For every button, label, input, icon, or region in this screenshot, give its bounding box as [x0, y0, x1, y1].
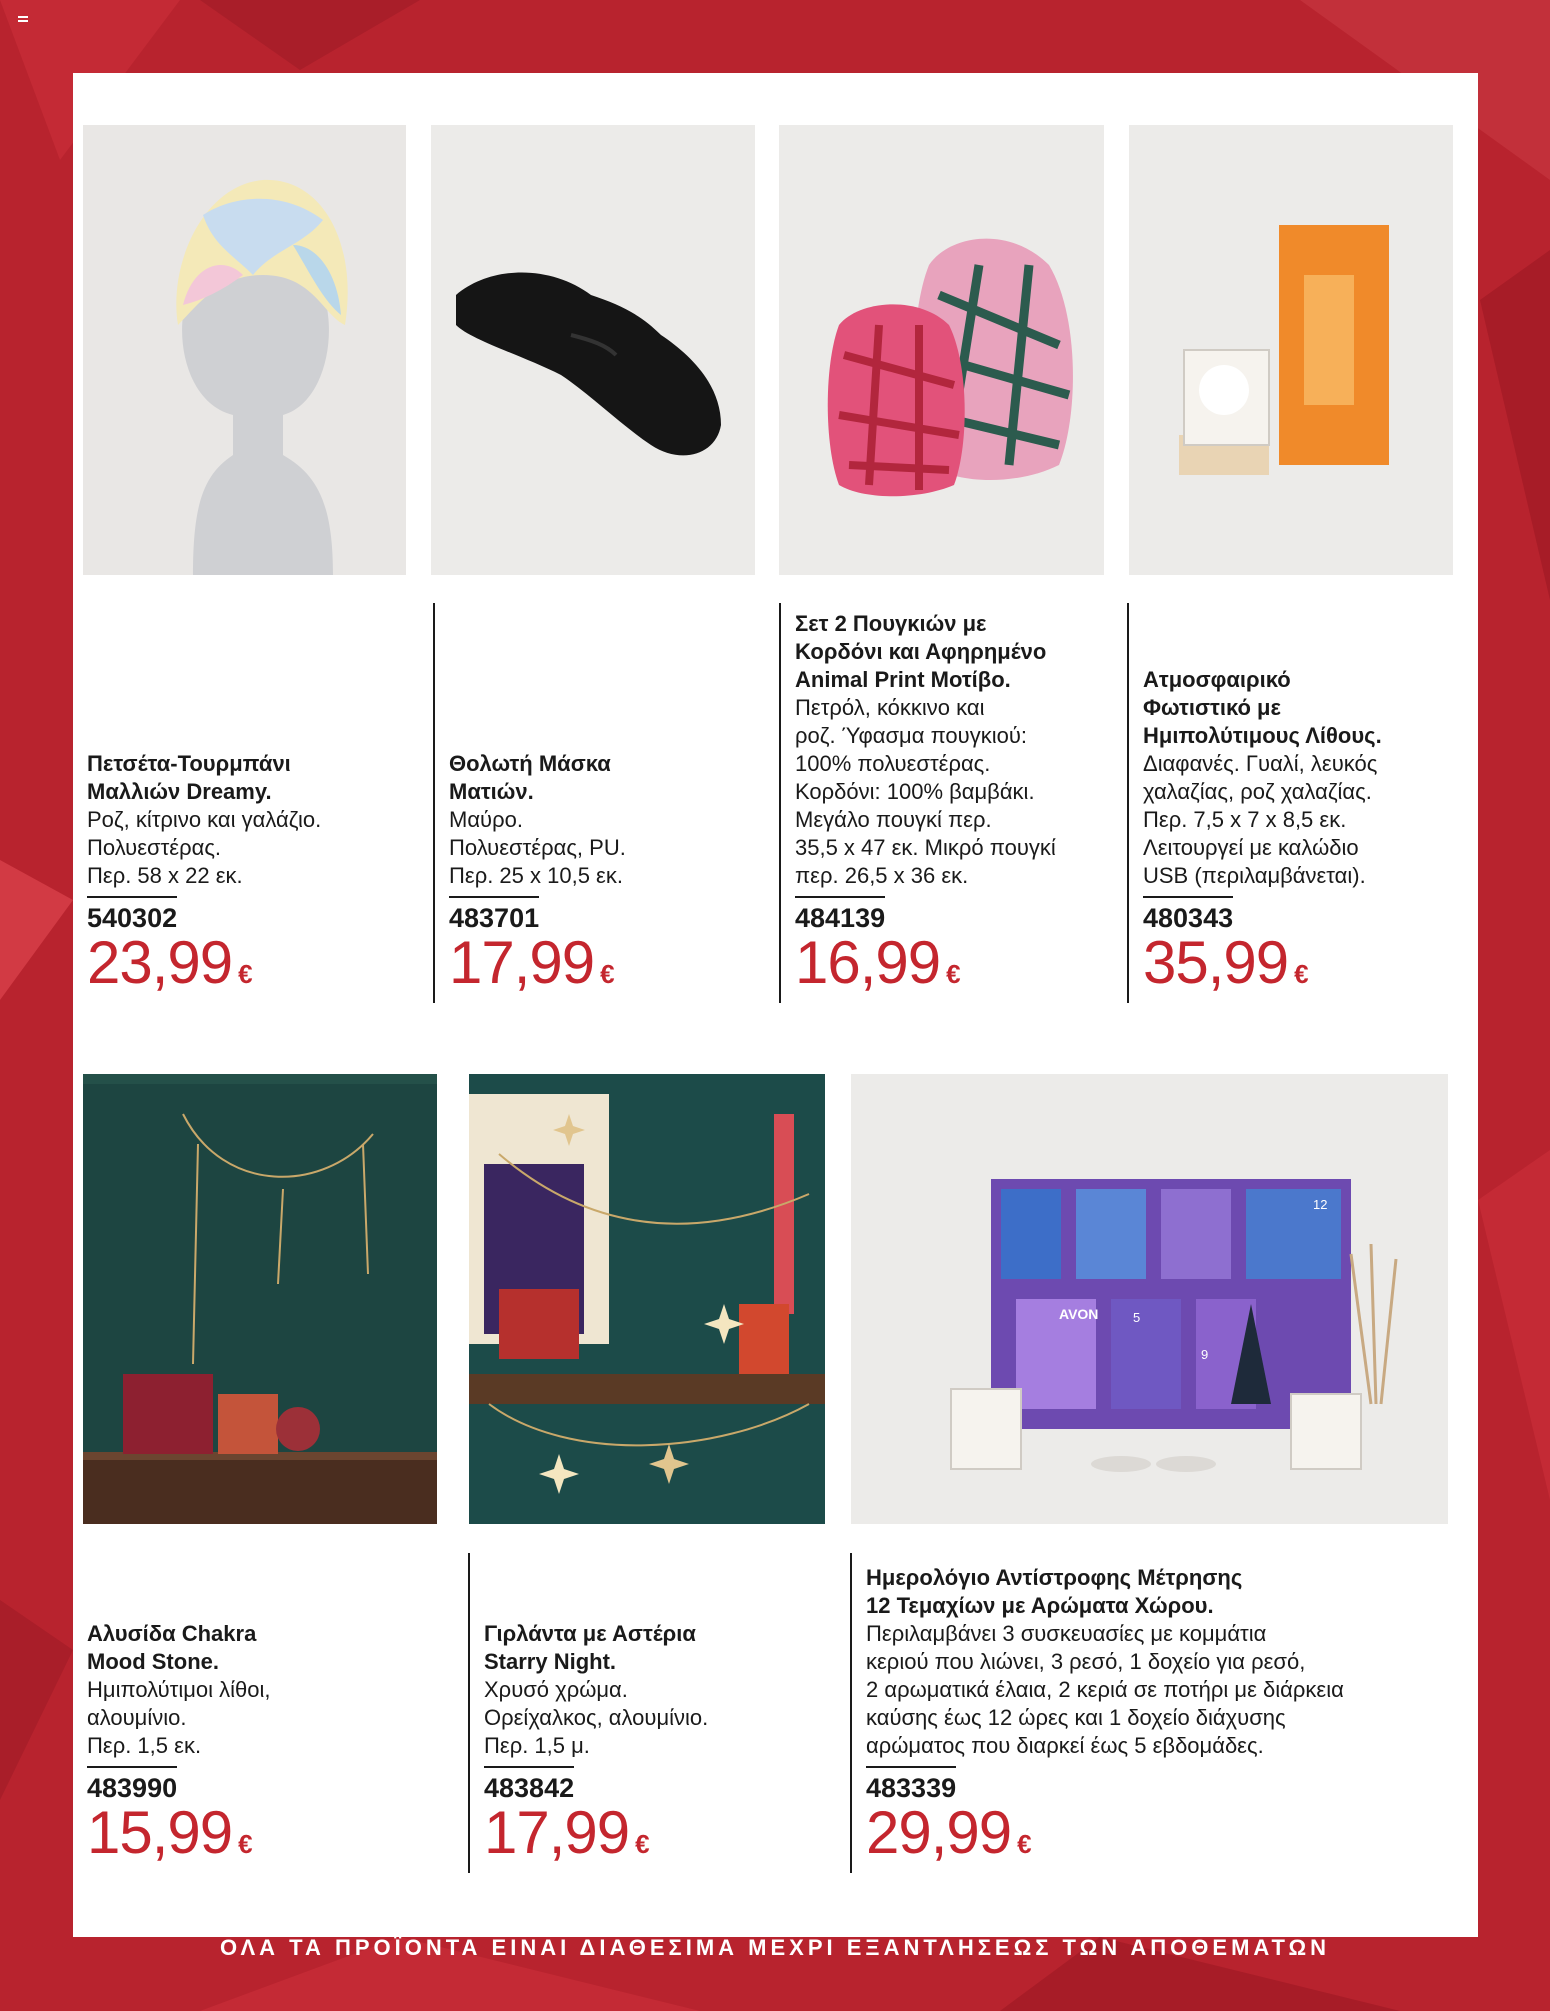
- product-image-advent-calendar[interactable]: [851, 1074, 1448, 1524]
- advent-calendar-illustration: [851, 1074, 1448, 1524]
- euro-icon: €: [946, 959, 960, 989]
- product-card-turban: [73, 603, 417, 1003]
- product-price: [87, 929, 411, 1003]
- product-code: 483339: [866, 1766, 956, 1804]
- product-title: Ημερολόγιο Αντίστροφης Μέτρησης 12 Τεμαχίων με Αρώματα Χώρου.: [866, 1565, 1243, 1618]
- product-card-star-garland: [468, 1553, 840, 1873]
- calendar-brand-text: AVON: [1059, 1306, 1099, 1322]
- euro-icon: €: [238, 959, 252, 989]
- lamp-illustration: [1129, 125, 1453, 575]
- product-description: Διαφανές. Γυαλί, λευκός χαλαζίας, ροζ χαλαζίας. Περ. 7,5 x 7 x 8,5 εκ. Λειτουργεί με καλώδιο USB (περιλαμβάνεται).: [1143, 751, 1378, 888]
- product-price: [795, 929, 1115, 1003]
- product-description: Ροζ, κίτρινο και γαλάζιο. Πολυεστέρας. Περ. 58 x 22 εκ.: [87, 807, 322, 888]
- euro-icon: €: [635, 1829, 649, 1859]
- menu-icon[interactable]: [18, 16, 28, 24]
- product-code: 483990: [87, 1766, 177, 1804]
- pouches-illustration: [779, 125, 1104, 575]
- product-card-lamp: [1127, 603, 1469, 1003]
- eye-mask-illustration: [431, 125, 755, 575]
- product-image-pouches[interactable]: [779, 125, 1104, 575]
- product-card-advent-calendar: [850, 1553, 1462, 1873]
- product-description: Μαύρο. Πολυεστέρας, PU. Περ. 25 x 10,5 εκ.: [449, 807, 626, 888]
- price-value: 15,99: [87, 1799, 233, 1866]
- product-image-eye-mask[interactable]: [431, 125, 755, 575]
- catalog-page: [73, 73, 1478, 1937]
- product-code: 484139: [795, 896, 885, 934]
- product-price: [1143, 929, 1463, 1003]
- product-price: [484, 1799, 834, 1873]
- product-title: Αλυσίδα Chakra Mood Stone.: [87, 1621, 257, 1674]
- euro-icon: €: [1017, 1829, 1031, 1859]
- product-description: Περιλαμβάνει 3 συσκευασίες με κομμάτια κεριού που λιώνει, 3 ρεσό, 1 δοχείο για ρεσό, 2 αρωματικά έλαια, 2 κεριά σε ποτήρι με διάρκεια καύσης έως 12 ώρες και 1 δοχείο διάχυσης αρώματος που διαρκεί έως 5 εβδομάδες.: [866, 1621, 1344, 1758]
- calendar-number-12: 12: [1313, 1197, 1328, 1212]
- calendar-number-5: 5: [1133, 1310, 1141, 1325]
- product-image-chakra-chain[interactable]: [83, 1074, 437, 1524]
- product-code: 483701: [449, 896, 539, 934]
- price-value: 23,99: [87, 929, 233, 996]
- product-card-pouches: [779, 603, 1121, 1003]
- euro-icon: €: [600, 959, 614, 989]
- product-title: Ατμοσφαιρικό Φωτιστικό με Ημιπολύτιμους Λίθους.: [1143, 667, 1382, 748]
- product-image-star-garland[interactable]: [469, 1074, 825, 1524]
- product-price: [87, 1799, 447, 1873]
- product-title: Σετ 2 Πουγκιών με Κορδόνι και Αφηρημένο Animal Print Μοτίβο.: [795, 611, 1047, 692]
- product-code: 480343: [1143, 896, 1233, 934]
- product-description: Χρυσό χρώμα. Ορείχαλκος, αλουμίνιο. Περ. 1,5 μ.: [484, 1677, 709, 1758]
- star-garland-illustration: [469, 1074, 825, 1524]
- availability-footer: ΟΛΑ ΤΑ ΠΡΟΪΟΝΤΑ ΕΙΝΑΙ ΔΙΑΘΕΣΙΜΑ ΜΕΧΡΙ ΕΞΑΝΤΛΗΣΕΩΣ ΤΩΝ ΑΠΟΘΕΜΑΤΩΝ: [219, 1935, 1331, 1960]
- product-title: Πετσέτα-Τουρμπάνι Μαλλιών Dreamy.: [87, 751, 291, 804]
- price-value: 29,99: [866, 1799, 1012, 1866]
- turban-illustration: [83, 125, 406, 575]
- product-code: 483842: [484, 1766, 574, 1804]
- product-card-eye-mask: [433, 603, 769, 1003]
- product-image-turban[interactable]: [83, 125, 406, 575]
- product-title: Θολωτή Μάσκα Ματιών.: [449, 751, 611, 804]
- product-description: Ημιπολύτιμοι λίθοι, αλουμίνιο. Περ. 1,5 εκ.: [87, 1677, 271, 1758]
- product-title: Γιρλάντα με Αστέρια Starry Night.: [484, 1621, 696, 1674]
- euro-icon: €: [1294, 959, 1308, 989]
- price-value: 17,99: [484, 1799, 630, 1866]
- euro-icon: €: [238, 1829, 252, 1859]
- product-card-chakra-chain: [73, 1553, 453, 1873]
- product-price: [449, 929, 763, 1003]
- product-image-lamp[interactable]: [1129, 125, 1453, 575]
- price-value: 17,99: [449, 929, 595, 996]
- chakra-chain-illustration: [83, 1074, 437, 1524]
- price-value: 35,99: [1143, 929, 1289, 996]
- product-code: 540302: [87, 896, 177, 934]
- product-description: Πετρόλ, κόκκινο και ροζ. Ύφασμα πουγκιού: 100% πολυεστέρας. Κορδόνι: 100% βαμβάκι. Μεγάλο πουγκί περ. 35,5 x 47 εκ. Μικρό πουγκί περ. 26,5 x 36 εκ.: [795, 695, 1056, 888]
- calendar-number-9: 9: [1201, 1347, 1209, 1362]
- product-price: [866, 1799, 1456, 1873]
- price-value: 16,99: [795, 929, 941, 996]
